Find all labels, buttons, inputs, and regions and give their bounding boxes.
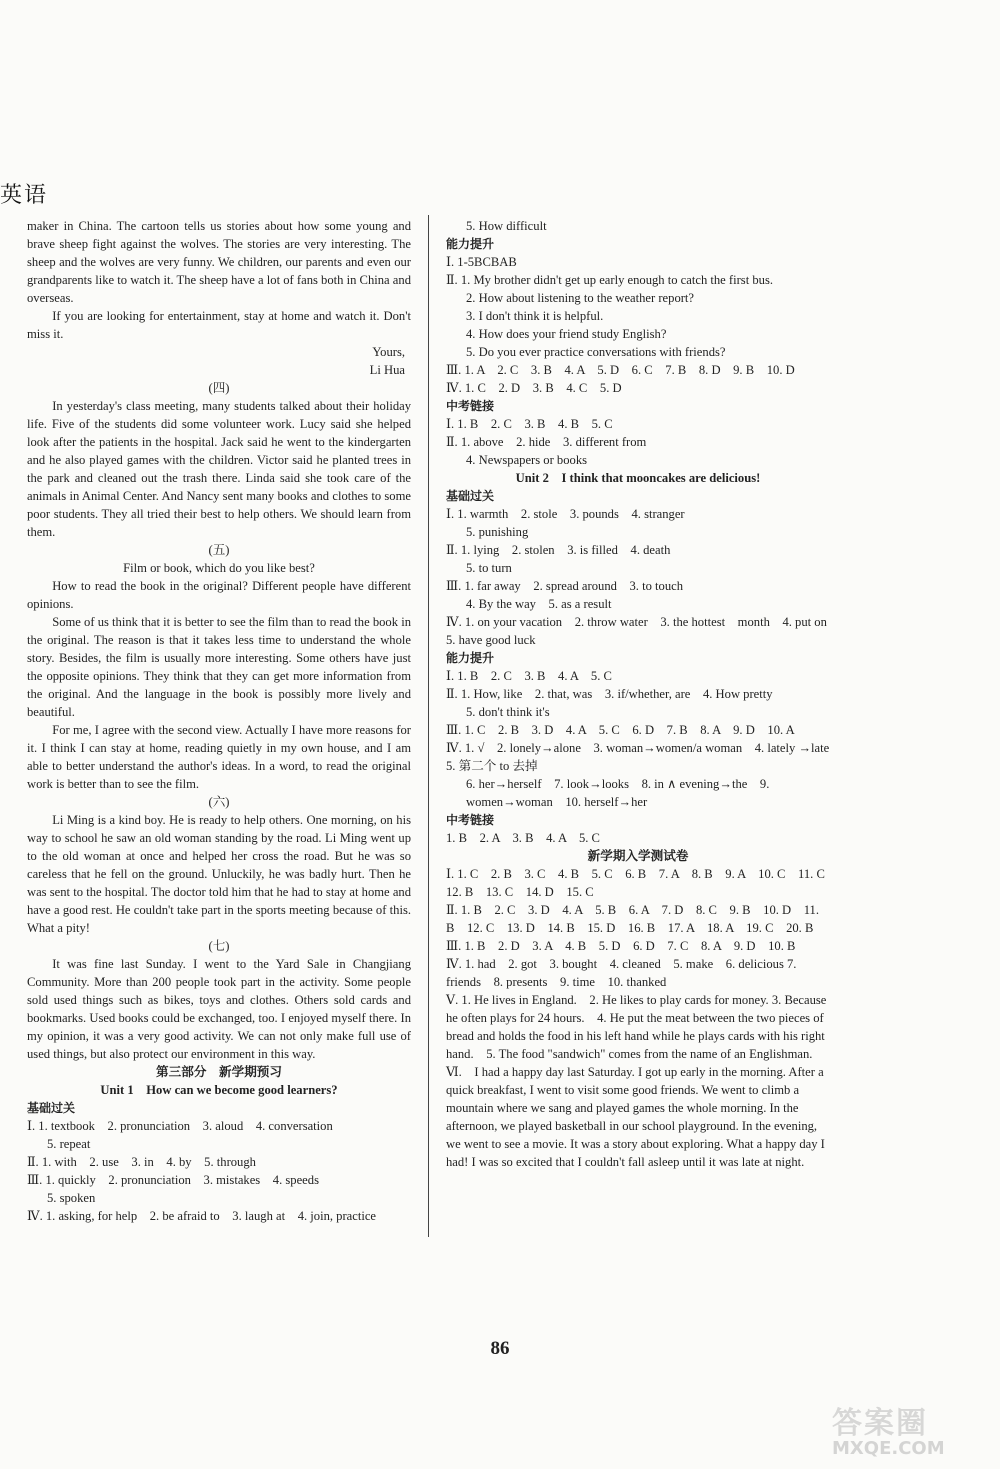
right-column (446, 217, 842, 1171)
right-line: 5. Do you ever practice conversations with friends? (466, 345, 726, 359)
left-line: Unit 1 How can we become good learners? (100, 1083, 338, 1097)
watermark-text: 答案圈 (832, 1406, 928, 1441)
right-line: 1. B 2. A 3. B 4. A 5. C (446, 831, 600, 845)
left-line: How to read the book in the original? Different people have different opinions. (27, 579, 411, 611)
left-line: (七) (208, 939, 230, 953)
right-line: Ⅲ. 1. A 2. C 3. B 4. A 5. D 6. C 7. B 8. D 9. B 10. D (446, 363, 795, 377)
left-line: If you are looking for entertainment, stay at home and watch it. Don't miss it. (27, 309, 411, 341)
right-line: Ⅰ. 1. warmth 2. stole 3. pounds 4. stranger (446, 507, 685, 521)
left-line: 第三部分 新学期预习 (156, 1065, 282, 1079)
right-line: 5. don't think it's (466, 705, 550, 719)
right-line: 5. to turn (466, 561, 512, 575)
left-line: Li Ming is a kind boy. He is ready to help others. One morning, on his way to school he saw an old woman standing by the road. Li Ming went up to the old woman at once and helped her cross the road. But he was so careless that he fell on the ground. Unluckily, he was badly hurt. Then he was sent to the hospital. The doctor told him that he had to stay at home and have a good rest. He couldn't take part in the sports meeting because of this. What a pity! (27, 813, 411, 935)
left-line: In yesterday's class meeting, many students talked about their holiday life. Five of the students did some volunteer work. Lucy said she helped look after the patients in the hospital. Jack said he went to the kindergarten and he also played games with the children. Victor said he planted trees in the park and cleaned out the trash there. Linda said she took care of the animals in Animal Center. And Nancy sent many books and clothes to some poor students. They all tried their best to help others. We should learn from them. (27, 399, 411, 539)
right-line: Ⅱ. 1. How, like 2. that, was 3. if/whether, are 4. How pretty (446, 687, 773, 701)
right-line: Ⅰ. 1. B 2. C 3. B 4. A 5. C (446, 669, 612, 683)
right-line: Ⅱ. 1. lying 2. stolen 3. is filled 4. death (446, 543, 671, 557)
column-divider (428, 215, 429, 1237)
left-line: maker in China. The cartoon tells us stories about how some young and brave sheep fight against the wolves. The stories are very interesting. The sheep and the wolves are very funny. We children, our parents and even our grandparents like to watch it. The sheep have a lot of fans both in China and overseas. (27, 219, 411, 305)
left-column (27, 217, 411, 1225)
right-line: 5. How difficult (466, 219, 547, 233)
left-line: Ⅱ. 1. with 2. use 3. in 4. by 5. through (27, 1155, 256, 1169)
right-line: 4. By the way 5. as a result (466, 597, 612, 611)
right-line: Ⅰ. 1. C 2. B 3. C 4. B 5. C 6. B 7. A 8. B 9. A 10. C 11. C 12. B 13. C 14. D 15. C (446, 867, 838, 899)
right-line: Ⅵ. I had a happy day last Saturday. I got up early in the morning. After a quick breakfast, I went to visit some good friends. We went to climb a mountain where we sang and played games the whole morning. In the afternoon, we played basketball in our school playground. In the evening, we went to see a movie. It was a story about exploring. What a happy day I had! I was so excited that I couldn't fall asleep until it was late at night. (446, 1065, 825, 1169)
right-line: Ⅲ. 1. C 2. B 3. D 4. A 5. C 6. D 7. B 8. A 9. D 10. A (446, 723, 795, 737)
left-line: (五) (208, 543, 230, 557)
left-line: 5. spoken (47, 1191, 96, 1205)
right-line: 中考链接 (446, 399, 495, 413)
left-line: Ⅰ. 1. textbook 2. pronunciation 3. aloud 4. conversation (27, 1119, 333, 1133)
right-line: 能力提升 (446, 651, 495, 665)
right-line: 3. I don't think it is helpful. (466, 309, 604, 323)
book-subject-header: 英语 (0, 183, 49, 208)
left-line: For me, I agree with the second view. Actually I have more reasons for it. I think I can stay at home, reading quietly in my own house, and I am able to better understand the author's ideas. In a word, to read the original work is better than to see the film. (27, 723, 411, 791)
page-number: 86 (490, 1338, 510, 1359)
right-line: Ⅳ. 1. √ 2. lonely→alone 3. woman→women/a woman 4. lately →late 5. 第二个 to 去掉 (446, 741, 842, 773)
left-line: It was fine last Sunday. I went to the Yard Sale in Changjiang Community. More than 200 people took part in the activity. Some people sold used things such as bikes, toys and clothes. Others sold cards and bookmarks. Used books could be exchanged, too. I enjoyed myself there. In my opinion, it was a very good activity. We can not only make full use of used things, but also protect our environment in this way. (27, 957, 411, 1061)
left-line: 基础过关 (27, 1101, 76, 1115)
right-line: Ⅴ. 1. He lives in England. 2. He likes to play cards for money. 3. Because he often plays for 24 hours. 4. He put the meat between the two pieces of bread and holds the food in his left hand while he plays cards with his right hand. 5. The food "sandwich" comes from the name of an Englishman. (446, 993, 827, 1061)
right-line: Ⅱ. 1. B 2. C 3. D 4. A 5. B 6. A 7. D 8. C 9. B 10. D 11. B 12. C 13. D 14. B 15. D 16. B 17. A 18. A 19. C 20. B (446, 903, 819, 935)
left-line: Ⅲ. 1. quickly 2. pronunciation 3. mistakes 4. speeds (27, 1173, 319, 1187)
left-line: 5. repeat (47, 1137, 91, 1151)
right-line: 2. How about listening to the weather report? (466, 291, 695, 305)
right-line: Ⅳ. 1. had 2. got 3. bought 4. cleaned 5. make 6. delicious 7. friends 8. presents 9. time 10. thanked (446, 957, 797, 989)
right-line: 基础过关 (446, 489, 495, 503)
left-line: (四) (208, 381, 230, 395)
right-line: Ⅲ. 1. far away 2. spread around 3. to touch (446, 579, 684, 593)
left-line: (六) (208, 795, 230, 809)
right-line: 5. punishing (466, 525, 529, 539)
right-line: Ⅰ. 1-5BCBAB (446, 255, 517, 269)
watermark-logo (832, 1398, 992, 1462)
right-line: Ⅰ. 1. B 2. C 3. B 4. B 5. C (446, 417, 613, 431)
right-line: 4. How does your friend study English? (466, 327, 667, 341)
watermark-url: MXQE.COM (832, 1438, 945, 1459)
left-line: Yours, (372, 345, 405, 359)
left-line: Li Hua (369, 363, 405, 377)
right-line: Ⅳ. 1. on your vacation 2. throw water 3. the hottest month 4. put on 5. have good luck (446, 615, 840, 647)
left-line: Ⅳ. 1. asking, for help 2. be afraid to 3. laugh at 4. join, practice (27, 1209, 377, 1223)
right-line: Ⅱ. 1. My brother didn't get up early enough to catch the first bus. (446, 273, 774, 287)
right-line: 新学期入学测试卷 (587, 849, 689, 863)
right-line: 中考链接 (446, 813, 495, 827)
left-line: Film or book, which do you like best? (123, 561, 315, 575)
right-line: Ⅱ. 1. above 2. hide 3. different from (446, 435, 647, 449)
right-line: Ⅲ. 1. B 2. D 3. A 4. B 5. D 6. D 7. C 8. A 9. D 10. B (446, 939, 796, 953)
right-line: 4. Newspapers or books (466, 453, 588, 467)
right-line: Unit 2 I think that mooncakes are delicious! (515, 471, 761, 485)
left-line: Some of us think that it is better to see the film than to read the book in the original. The reason is that it takes less time to understand the whole story. Besides, the film is usually more interesting. Some others have just the opposite opinions. They think that they can get more information from the original. And the language in the book is possibly more lively and beautiful. (27, 615, 411, 719)
right-line: 能力提升 (446, 237, 495, 251)
right-line: Ⅳ. 1. C 2. D 3. B 4. C 5. D (446, 381, 622, 395)
right-line: 6. her→herself 7. look→looks 8. in ∧ evening→the 9. women→woman 10. herself→her (466, 777, 770, 809)
